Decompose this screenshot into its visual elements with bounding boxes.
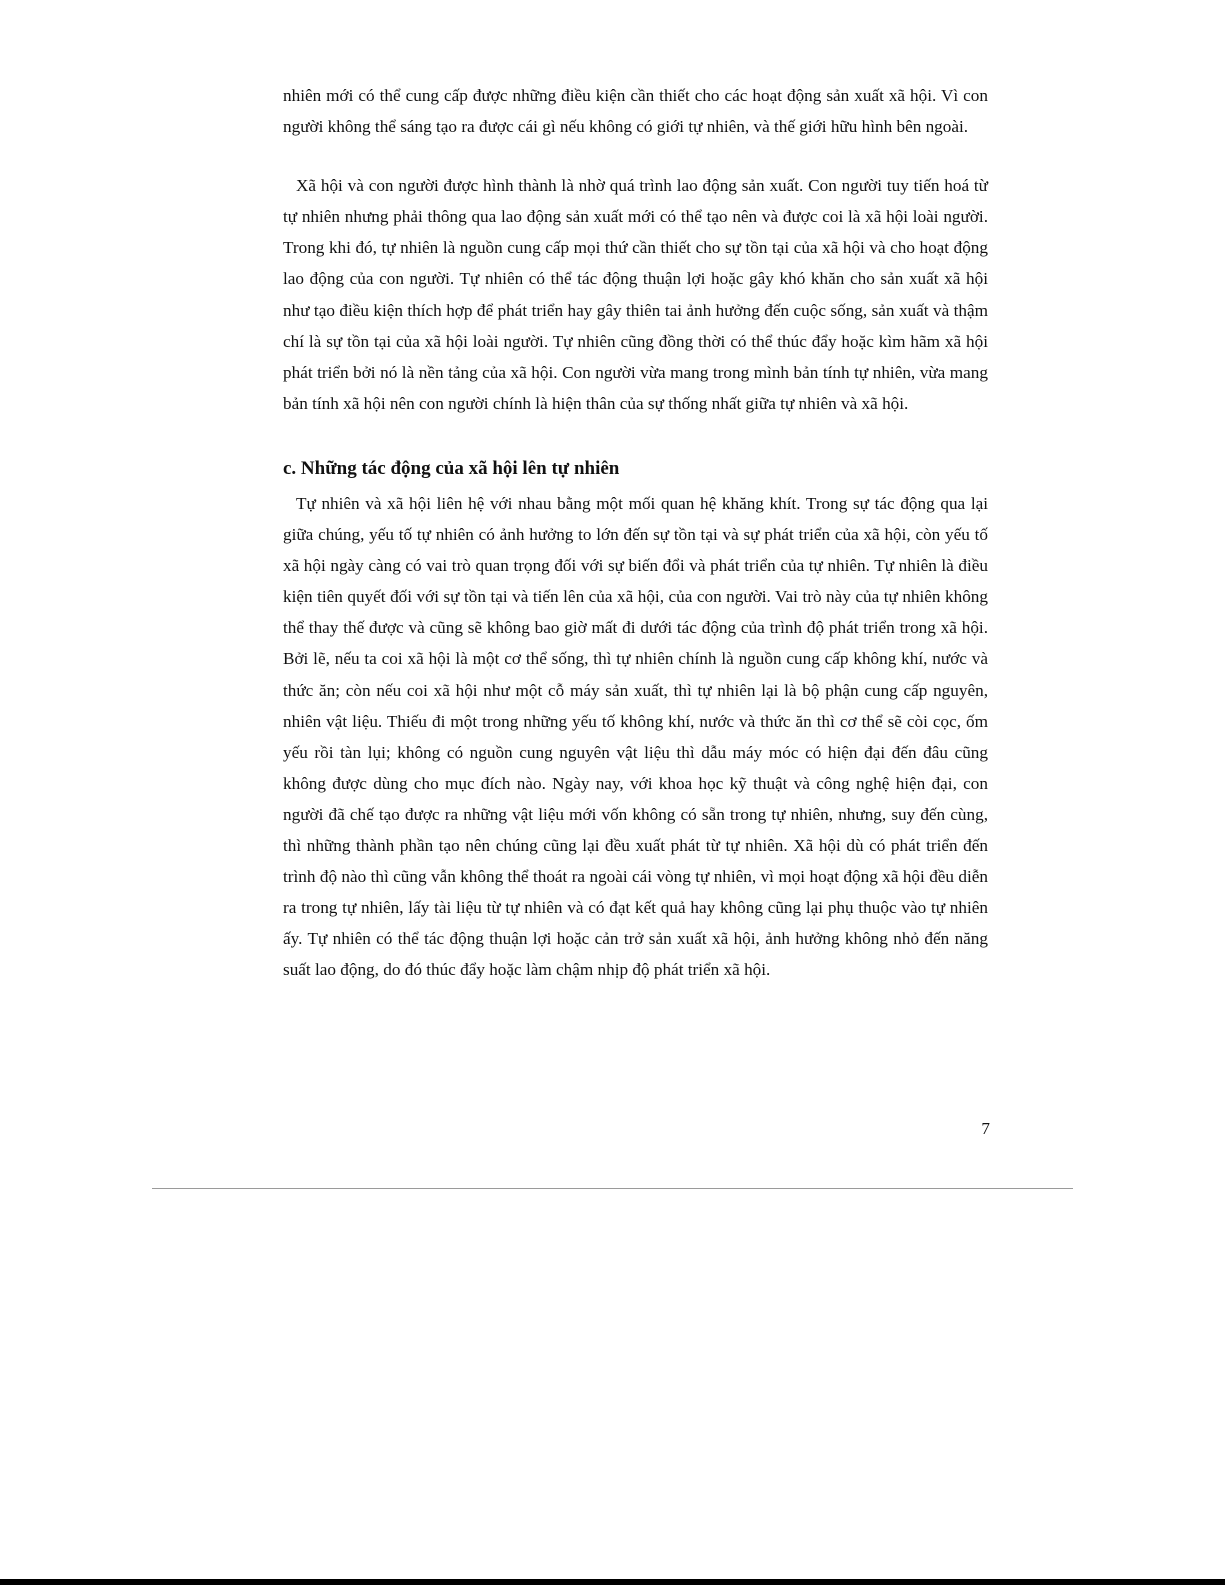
page-content <box>283 80 988 985</box>
page-number: 7 <box>981 1119 990 1138</box>
paragraph-3: Tự nhiên và xã hội liên hệ với nhau bằng một mối quan hệ khăng khít. Trong sự tác động qua lại giữa chúng, yếu tố tự nhiên có ảnh hưởng to lớn đến sự tồn tại và sự phát triển của xã hội, còn yếu tố xã hội ngày càng có vai trò quan trọng đối với sự biến đổi và phát triển của tự nhiên. Tự nhiên là điều kiện tiên quyết đối với sự tồn tại và tiến lên của xã hội, của con người. Vai trò này của tự nhiên không thể thay thế được và cũng sẽ không bao giờ mất đi dưới tác động của trình độ phát triển trong xã hội. Bởi lẽ, nếu ta coi xã hội là một cơ thể sống, thì tự nhiên chính là nguồn cung cấp không khí, nước và thức ăn; còn nếu coi xã hội như một cỗ máy sản xuất, thì tự nhiên lại là bộ phận cung cấp nguyên, nhiên vật liệu. Thiếu đi một trong những yếu tố không khí, nước và thức ăn thì cơ thể sẽ còi cọc, ốm yếu rồi tàn lụi; không có nguồn cung nguyên vật liệu thì dẫu máy móc có hiện đại đến đâu cũng không được dùng cho mục đích nào. Ngày nay, với khoa học kỹ thuật và công nghệ hiện đại, con người đã chế tạo được ra những vật liệu mới vốn không có sẵn trong tự nhiên, nhưng, suy đến cùng, thì những thành phần tạo nên chúng cũng lại đều xuất phát từ tự nhiên. Xã hội dù có phát triển đến trình độ nào thì cũng vẫn không thể thoát ra ngoài cái vòng tự nhiên, vì mọi hoạt động xã hội đều diễn ra trong tự nhiên, lấy tài liệu từ tự nhiên và có đạt kết quả hay không cũng lại phụ thuộc vào tự nhiên ấy. Tự nhiên có thể tác động thuận lợi hoặc cản trở sản xuất xã hội, ảnh hưởng không nhỏ đến năng suất lao động, do đó thúc đẩy hoặc làm chậm nhịp độ phát triển xã hội. <box>283 493 988 980</box>
bottom-edge-bar <box>0 1579 1225 1585</box>
paragraph-2: Xã hội và con người được hình thành là nhờ quá trình lao động sản xuất. Con người tuy tiến hoá từ tự nhiên nhưng phải thông qua lao động sản xuất mới có thể tạo nên và được coi là xã hội loài người. Trong khi đó, tự nhiên là nguồn cung cấp mọi thứ cần thiết cho sự tồn tại của xã hội và cho hoạt động lao động của con người. Tự nhiên có thể tác động thuận lợi hoặc gây khó khăn cho sản xuất xã hội như tạo điều kiện thích hợp để phát triển hay gây thiên tai ảnh hưởng đến cuộc sống, sản xuất và thậm chí là sự tồn tại của xã hội loài người. Tự nhiên cũng đồng thời có thể thúc đẩy hoặc kìm hãm xã hội phát triển bởi nó là nền tảng của xã hội. Con người vừa mang trong mình bản tính tự nhiên, vừa mang bản tính xã hội nên con người chính là hiện thân của sự thống nhất giữa tự nhiên và xã hội. <box>283 176 988 413</box>
section-heading: c. Những tác động của xã hội lên tự nhiên <box>283 457 620 479</box>
page-divider <box>152 1188 1073 1189</box>
paragraph-1: nhiên mới có thể cung cấp được những điều kiện cần thiết cho các hoạt động sản xuất xã hội. Vì con người không thể sáng tạo ra được cái gì nếu không có giới tự nhiên, và thế giới hữu hình bên ngoài. <box>283 86 988 137</box>
